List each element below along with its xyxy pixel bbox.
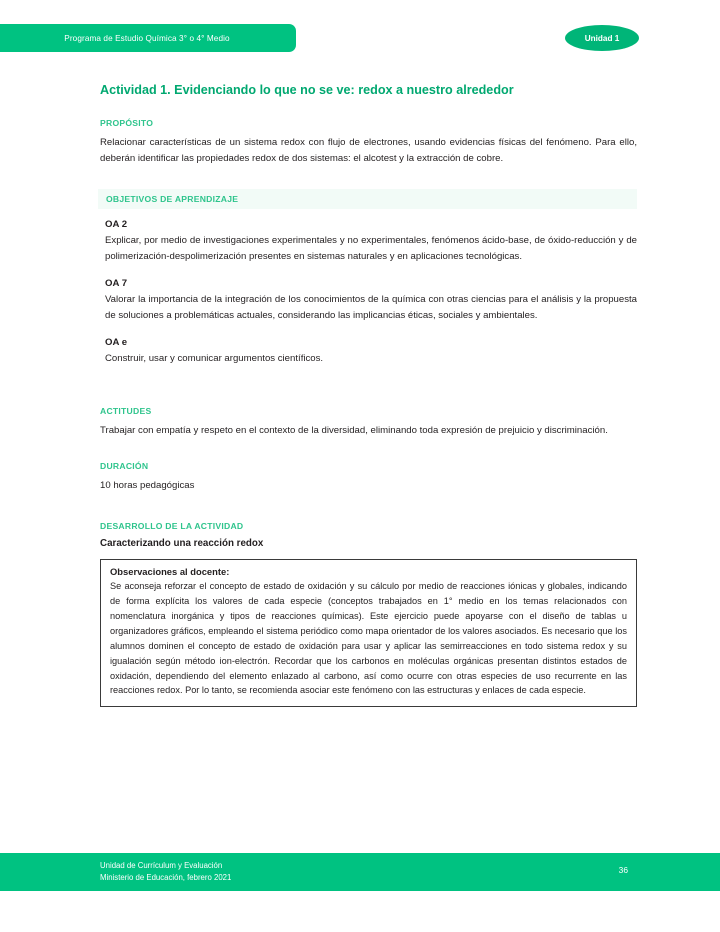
unit-badge	[565, 25, 639, 51]
proposito-label: PROPÓSITO	[100, 117, 154, 128]
page-title-number: Actividad 1.	[100, 83, 171, 97]
objetivo-item	[100, 278, 637, 325]
actitudes-text: Trabajar con empatía y respeto en el contexto de la diversidad, eliminando toda expresión de prejuicio y discriminación.	[100, 425, 608, 437]
spacer	[100, 168, 637, 189]
objetivo-text: Explicar, por medio de investigaciones experimentales y no experimentales, fenómenos ácido-base, de óxido-reducción y de polimerización-despolimerización presentes en sistemas naturales y en aplicaciones tecnológicas.	[105, 234, 637, 263]
objetivo-code: OA 2	[105, 218, 128, 230]
teacher-note-box	[100, 559, 637, 707]
teacher-note-title: Observaciones al docente:	[110, 566, 230, 578]
footer-organization	[100, 860, 231, 884]
unit-badge-label: Unidad 1	[584, 33, 620, 43]
objetivos-banner	[98, 189, 637, 209]
section-duracion	[100, 461, 637, 495]
section-objetivos	[100, 189, 637, 368]
duracion-text: 10 horas pedagógicas	[100, 479, 195, 491]
spacer	[100, 494, 637, 521]
section-actitudes	[100, 406, 637, 440]
duracion-label: DURACIÓN	[100, 460, 149, 471]
objetivo-code: OA 7	[105, 277, 128, 289]
teacher-note-text: Se aconseja reforzar el concepto de estado de oxidación y su cálculo por medio de reacciones iónicas y globales, indicando de forma explícita los valores de cada especie (conceptos trabajados en 1° medio en los temas relacionados con nomenclatura inorgánica y tipos de reacciones químicas). Este ejercicio puede apoyarse con el diseño de tablas u organizadores gráficos, empleando el sistema periódico como mapa orientador de los valores asociados. Es necesario que los alumnos dominen el concepto de estado de oxidación para usar y aplicar las semirreacciones en todo sistema redox y su igualación según método ion-electrón. Recordar que los carbonos en moléculas orgánicas presentan distintos estados de oxidación, dependiendo del elemento enlazado al carbono, así como ocurre con otras especies de uso recurrente en las reacciones redox. Por lo tanto, se recomienda asociar este fenómeno con las estructuras y enlaces de cada especie.	[110, 581, 627, 696]
objetivo-item	[100, 219, 637, 266]
page-title-rest: Evidenciando lo que no se ve: redox a nuestro alrededor	[170, 83, 514, 97]
section-desarrollo	[100, 521, 637, 707]
page-title	[100, 82, 637, 100]
program-banner	[0, 24, 296, 52]
page-content	[100, 82, 637, 707]
desarrollo-label: DESARROLLO DE LA ACTIVIDAD	[100, 521, 244, 532]
program-banner-label: Programa de Estudio Química 3° o 4° Medio	[64, 33, 230, 43]
spacer	[100, 440, 637, 461]
actitudes-label: ACTITUDES	[100, 406, 152, 417]
page-number: 36	[618, 865, 628, 875]
objetivos-label: OBJETIVOS DE APRENDIZAJE	[106, 193, 239, 204]
proposito-text: Relacionar características de un sistema redox con flujo de electrones, usando evidencias físicas del fenómeno. Para ello, deberán identificar las propiedades redox de dos sistemas: el alcotest y la extracción de cobre.	[100, 136, 637, 165]
objetivo-text: Construir, usar y comunicar argumentos científicos.	[105, 352, 324, 364]
page-header	[0, 0, 720, 78]
desarrollo-subheading: Caracterizando una reacción redox	[100, 538, 264, 550]
page-footer	[0, 853, 720, 891]
objetivo-code: OA e	[105, 336, 128, 348]
objetivo-text: Valorar la importancia de la integración de los conocimientos de la química con otras ciencias para el análisis y la propuesta de soluciones a problemáticas actuales, considerando las implicancias éticas, sociales y ambientales.	[105, 293, 637, 322]
footer-line-1: Unidad de Currículum y Evaluación	[100, 861, 223, 870]
objetivo-item	[100, 337, 637, 368]
footer-line-2: Ministerio de Educación, febrero 2021	[100, 873, 232, 883]
spacer	[100, 379, 637, 406]
section-proposito	[100, 118, 637, 168]
